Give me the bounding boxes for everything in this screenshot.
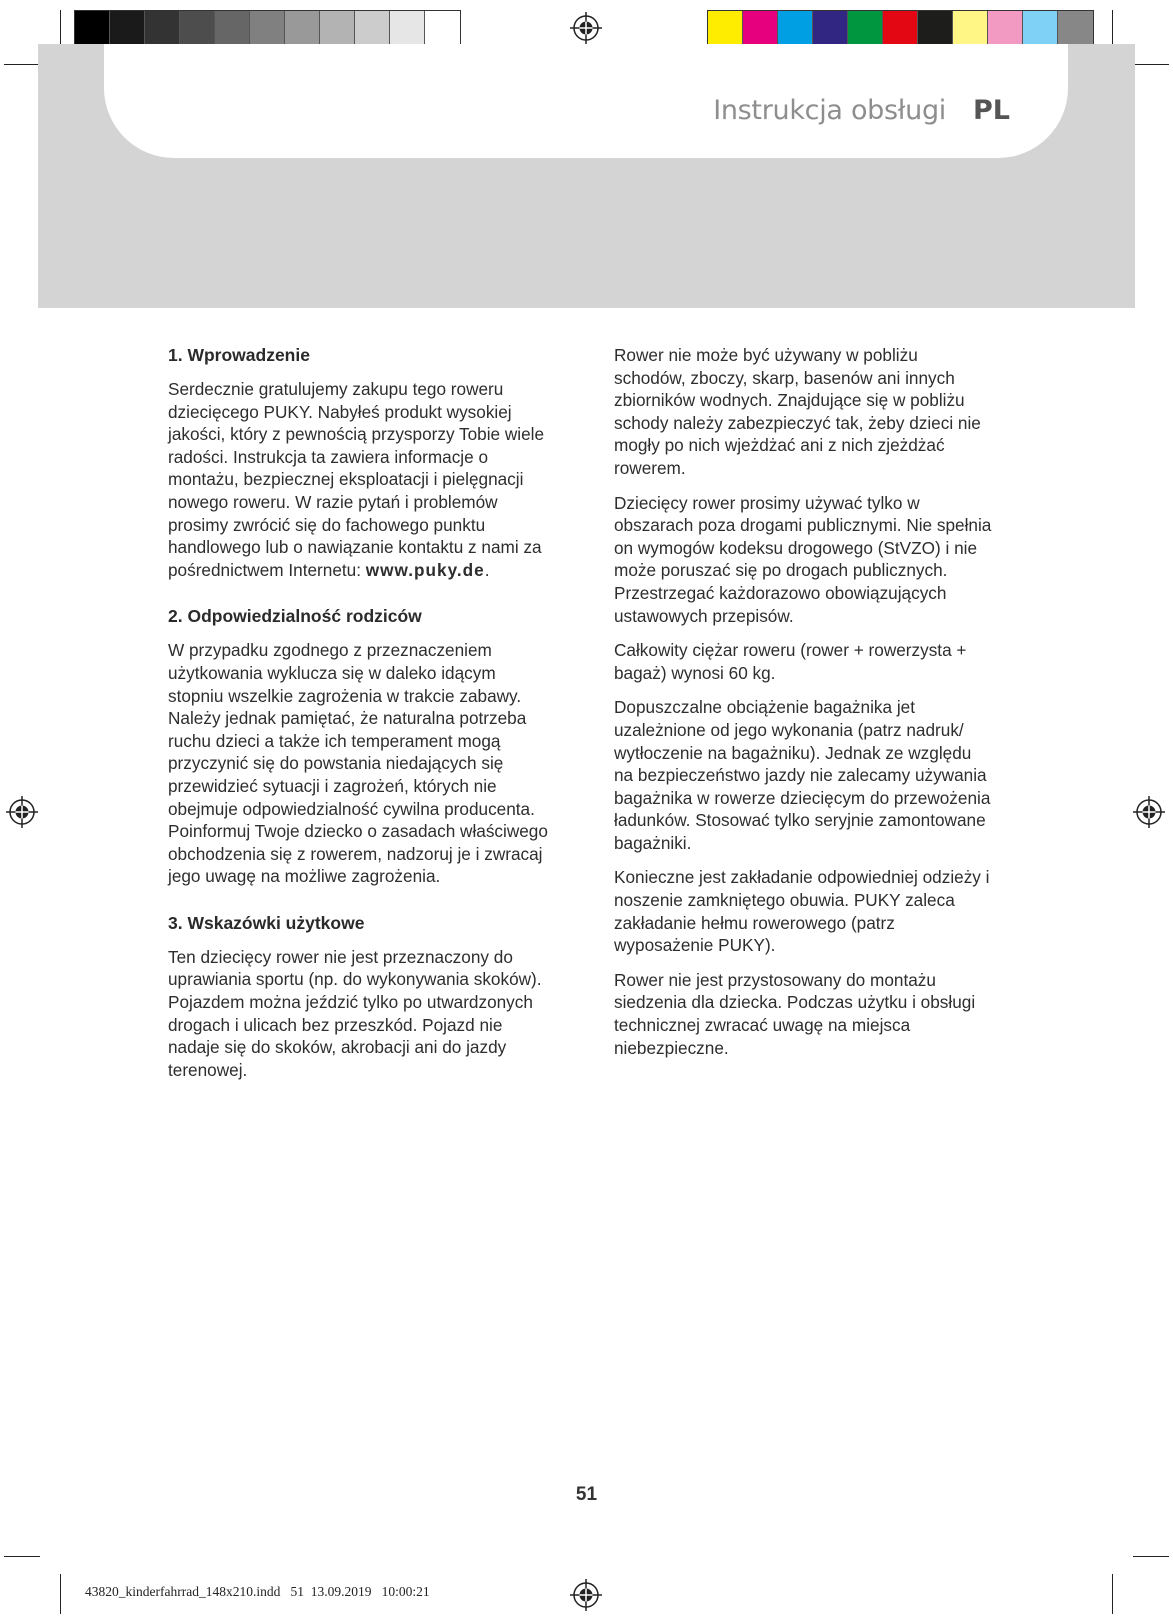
crop-mark [1133, 64, 1169, 65]
paragraph-child-seat: Rower nie jest przystosowany do montażu siedzenia dla dziecka. Podczas użytku i obsługi technicznej zwracać uwagę na miejsca niebezpieczne. [614, 969, 976, 1058]
language-code: PL [973, 95, 1010, 126]
color-swatch [425, 11, 460, 45]
color-swatch [988, 11, 1023, 45]
paragraph-luggage-rack: Dopuszczalne obciążenie bagażnika jet uzależnione od jego wykonania (patrz nadruk/ wytłoczenie na bagażniku). Jednak ze względu na bezpieczeństwo jazdy nie zalecamy używania bagażnika w rowerze dziecięcym do przewożenia ładunków. Stosować tylko seryjnie zamontowane bagażniki. [614, 697, 991, 853]
color-swatch [1023, 11, 1058, 45]
parental-responsibility-text: W przypadku zgodnego z przeznaczeniem użytkowania wyklucza się w daleko idącym stopniu wszelkie zagrożenia w trakcie zabawy. Należy jednak pamiętać, że naturalna potrzeba ruchu dzieci a także ich temperament mogą przyczynić się do powstania niedających się przewidzieć sytuacji i zagrożeń, których nie obejmuje odpowiedzialność cywilna producenta. Poinformuj Twoje dziecko o zasadach właściwego obchodzenia się z rowerem, nadzoruj je i zwracaj jego uwagę na możliwe zagrożenia. [168, 640, 548, 887]
color-swatch [285, 11, 320, 45]
crop-mark [60, 1574, 61, 1614]
registration-mark-icon [6, 796, 38, 828]
color-swatch [390, 11, 425, 45]
crop-mark [60, 10, 61, 46]
color-swatch [180, 11, 215, 45]
color-swatch [75, 11, 110, 45]
paragraph-clothing-helmet: Konieczne jest zakładanie odpowiedniej odzieży i noszenie zamkniętego obuwia. PUKY zaleca zakładanie hełmu rowerowego (patrz wyposażenie PUKY). [614, 867, 990, 956]
color-swatch [743, 11, 778, 45]
registration-mark-icon [570, 1579, 602, 1611]
color-swatch [250, 11, 285, 45]
color-swatch [145, 11, 180, 45]
registration-mark-icon [1133, 796, 1165, 828]
crop-mark [4, 64, 40, 65]
color-swatch [813, 11, 848, 45]
color-swatch [883, 11, 918, 45]
process-color-bar [707, 10, 1094, 46]
color-swatch [708, 11, 743, 45]
header-card [104, 44, 1068, 158]
color-swatch [355, 11, 390, 45]
print-slug: 43820_kinderfahrrad_148x210.indd 51 13.09.2019 10:00:21 [85, 1584, 430, 1599]
right-column [614, 344, 994, 1071]
crop-mark [1112, 10, 1113, 46]
color-swatch [953, 11, 988, 45]
color-swatch [110, 11, 145, 45]
introduction-body: Serdecznie gratulujemy zakupu tego roweru dziecięcego PUKY. Nabyłeś produkt wysokiej jakości, który z pewnością przysporzy Tobie wiele radości. Instrukcja ta zawiera informacje o montażu, bezpiecznej eksploatacji i pielęgnacji nowego roweru. W razie pytań i problemów prosimy zwrócić się do fachowego punktu handlowego lub o nawiązanie kontaktu z nami za pośrednictwem Internetu: [168, 379, 545, 580]
crop-mark [4, 1556, 40, 1557]
usage-notes-text: Ten dziecięcy rower nie jest przeznaczony do uprawiania sportu (np. do wykonywania skoków). Pojazdem można jeździć tylko po utwardzonych drogach i ulicach bez przeszkód. Pojazd nie nadaje się do skoków, akrobacji ani do jazdy terenowej. [168, 946, 542, 1080]
header-band [38, 44, 1135, 308]
website-url[interactable]: www.puky.de [365, 559, 485, 580]
color-swatch [778, 11, 813, 45]
crop-mark [1112, 1574, 1113, 1614]
section-heading-usage-notes: 3. Wskazówki użytkowe [168, 912, 365, 933]
page-number: 51 [575, 1484, 598, 1505]
color-swatch [215, 11, 250, 45]
introduction-text [168, 378, 548, 581]
document-title: Instrukcja obsługi [713, 95, 946, 126]
registration-mark-icon [570, 12, 602, 44]
left-column [168, 344, 548, 1093]
color-swatch [320, 11, 355, 45]
paragraph-public-roads: Dziecięcy rower prosimy używać tylko w obszarach poza drogami publicznymi. Nie spełnia on wymogów kodeksu drogowego (StVZO) i nie może poruszać się po drogach publicznych. Przestrzegać każdorazowo obowiązujących ustawowych przepisów. [614, 492, 992, 626]
url-suffix: . [484, 559, 490, 580]
section-heading-parental-responsibility: 2. Odpowiedzialność rodziców [168, 606, 422, 627]
section-heading-introduction: 1. Wprowadzenie [168, 345, 310, 365]
paragraph-total-weight: Całkowity ciężar roweru (rower + rowerzysta + bagaż) wynosi 60 kg. [614, 640, 967, 683]
grayscale-color-bar [74, 10, 461, 46]
color-swatch [848, 11, 883, 45]
paragraph-stairs-water: Rower nie może być używany w pobliżu schodów, zboczy, skarp, basenów ani innych zbiorników wodnych. Znajdujące się w pobliżu schody należy zabezpieczyć tak, żeby dzieci nie mogły po nich wjeżdżać ani z nich zjeżdżać rowerem. [614, 345, 981, 478]
crop-mark [1133, 1556, 1169, 1557]
color-swatch [918, 11, 953, 45]
color-swatch [1058, 11, 1093, 45]
